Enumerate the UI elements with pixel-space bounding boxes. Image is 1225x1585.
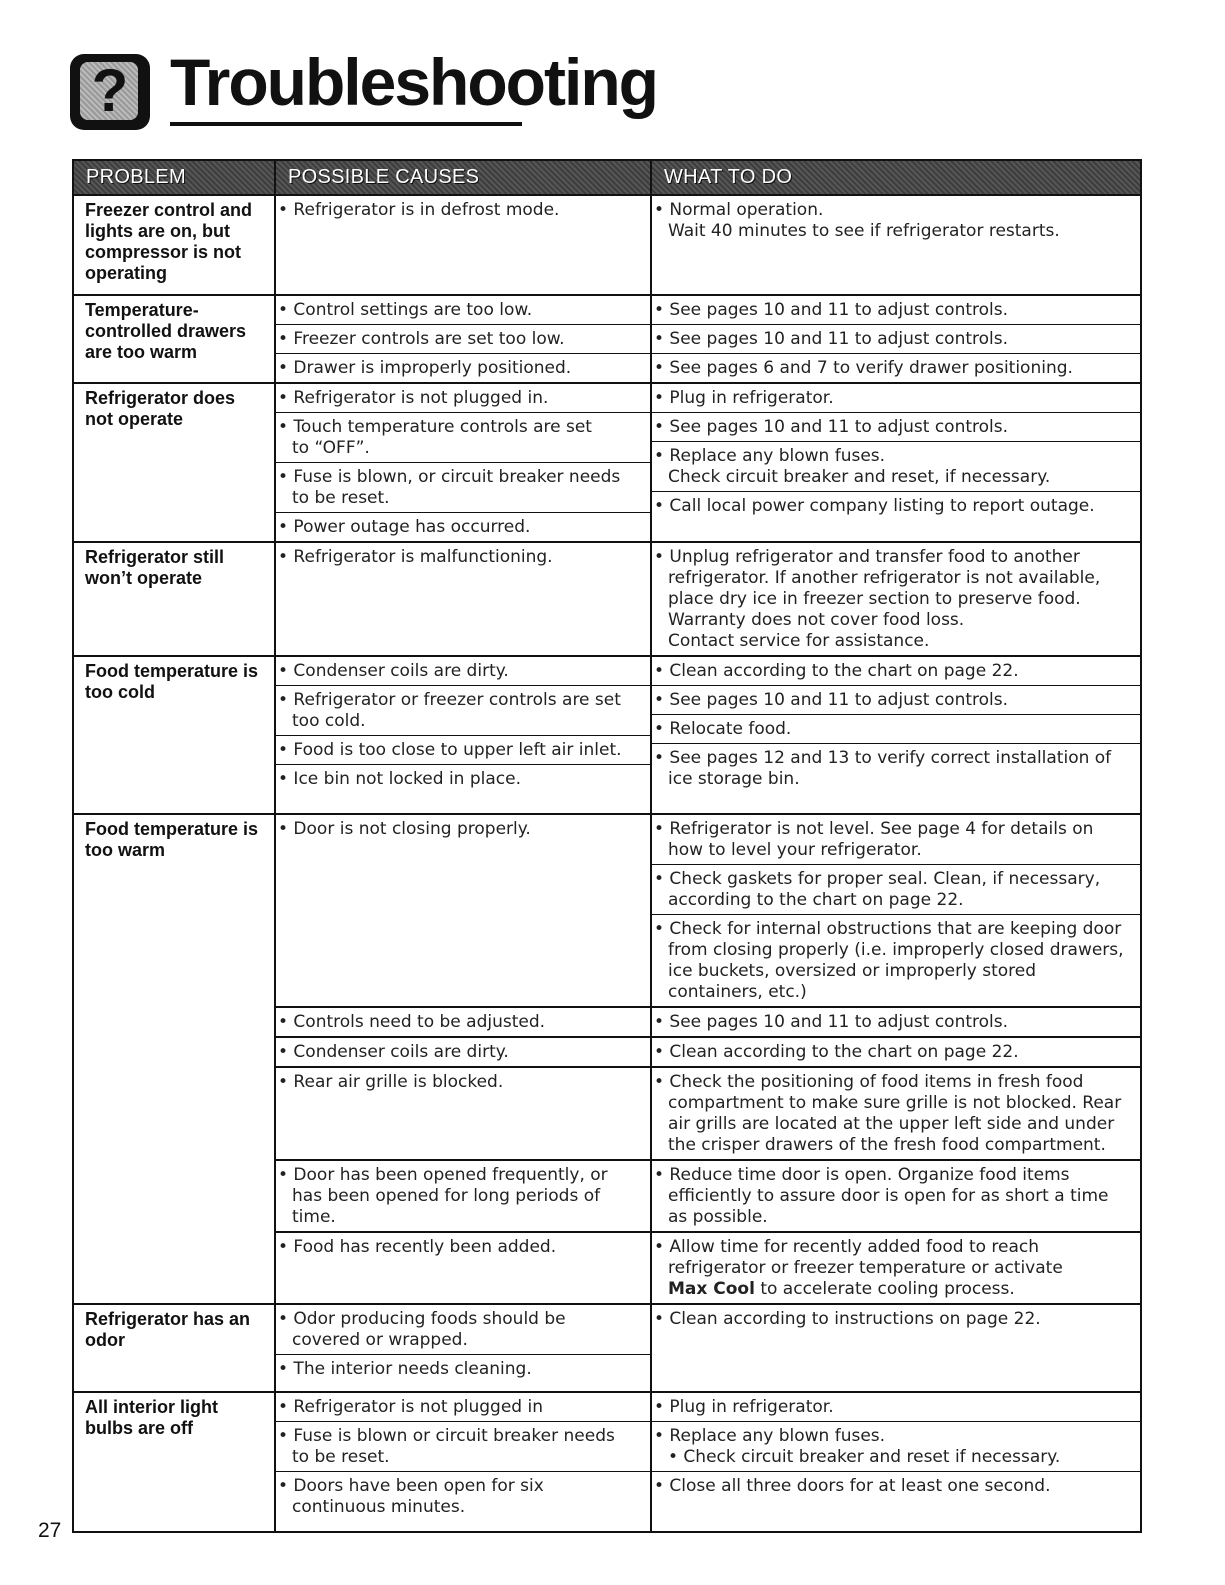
item-line: • Normal operation. xyxy=(654,200,824,220)
item-line: compartment to make sure grille is not blocked. Rear xyxy=(668,1093,1122,1113)
causes-list xyxy=(276,543,650,571)
cause-item xyxy=(276,463,650,513)
item-line: has been opened for long periods of xyxy=(292,1186,601,1206)
item-line: • Refrigerator is in defrost mode. xyxy=(278,200,560,220)
cause-item xyxy=(276,736,650,765)
item-line: covered or wrapped. xyxy=(292,1330,468,1350)
cause-item xyxy=(276,765,650,793)
causes-list xyxy=(276,657,650,793)
causes-list xyxy=(276,815,650,843)
item-line: place dry ice in freezer section to preserve food. xyxy=(668,589,1081,609)
problem-cell: Freezer control and lights are on, but compressor is not operating xyxy=(73,195,275,295)
item-line: • Controls need to be adjusted. xyxy=(278,1012,546,1032)
action-item xyxy=(652,1008,1140,1036)
cause-item xyxy=(276,513,650,541)
item-line: from closing properly (i.e. improperly closed drawers, xyxy=(668,940,1124,960)
actions-list xyxy=(652,1161,1140,1231)
question-glyph: ? xyxy=(91,57,129,124)
actions-cell xyxy=(651,1160,1141,1232)
item-line: • Check gaskets for proper seal. Clean, if necessary, xyxy=(654,869,1101,889)
item-line: as possible. xyxy=(668,1207,768,1227)
item-line: the crisper drawers of the fresh food compartment. xyxy=(668,1135,1106,1155)
table-header-row xyxy=(73,160,1141,195)
actions-cell xyxy=(651,656,1141,814)
actions-cell xyxy=(651,1304,1141,1392)
item-line: Check circuit breaker and reset, if necessary. xyxy=(668,467,1051,487)
actions-cell xyxy=(651,1232,1141,1304)
action-item xyxy=(652,296,1140,325)
problem-cell: Food temperature is too warm xyxy=(73,814,275,1304)
item-line: • Food is too close to upper left air inlet. xyxy=(278,740,622,760)
action-item xyxy=(652,442,1140,492)
action-item xyxy=(652,384,1140,413)
item-line-rest: to accelerate cooling process. xyxy=(754,1279,1015,1299)
item-line: • See pages 10 and 11 to adjust controls. xyxy=(654,329,1009,349)
action-item xyxy=(652,413,1140,442)
causes-cell xyxy=(275,656,651,814)
causes-list xyxy=(276,196,650,224)
item-line: • See pages 10 and 11 to adjust controls. xyxy=(654,417,1009,437)
cause-item xyxy=(276,657,650,686)
cause-item xyxy=(276,1068,650,1096)
cause-item xyxy=(276,384,650,413)
item-line: • Door is not closing properly. xyxy=(278,819,531,839)
actions-cell xyxy=(651,1037,1141,1067)
actions-cell xyxy=(651,814,1141,1007)
actions-list xyxy=(652,1305,1140,1333)
causes-list xyxy=(276,1161,650,1231)
item-line: • Condenser coils are dirty. xyxy=(278,1042,509,1062)
item-line: • Plug in refrigerator. xyxy=(654,388,834,408)
action-item xyxy=(652,815,1140,865)
causes-cell xyxy=(275,814,651,1007)
item-line: • Rear air grille is blocked. xyxy=(278,1072,504,1092)
actions-cell xyxy=(651,383,1141,542)
actions-list xyxy=(652,1008,1140,1036)
item-line: • Refrigerator is not level. See page 4 for details on xyxy=(654,819,1094,839)
item-line: • Power outage has occurred. xyxy=(278,517,531,537)
problem-cell: Temperature-controlled drawers are too warm xyxy=(73,295,275,383)
action-item xyxy=(652,1161,1140,1231)
item-line: too cold. xyxy=(292,711,366,731)
table-row xyxy=(73,1304,1141,1392)
cause-item xyxy=(276,1233,650,1261)
cause-item xyxy=(276,413,650,463)
action-item xyxy=(652,657,1140,686)
item-line: ice storage bin. xyxy=(668,769,800,789)
item-line: • See pages 10 and 11 to adjust controls. xyxy=(654,300,1009,320)
item-line: ice buckets, oversized or improperly stored xyxy=(668,961,1037,981)
table-row xyxy=(73,656,1141,814)
problem-cell: All interior light bulbs are off xyxy=(73,1392,275,1532)
cause-item xyxy=(276,815,650,843)
actions-list xyxy=(652,296,1140,382)
action-item xyxy=(652,1038,1140,1066)
actions-list xyxy=(652,1068,1140,1159)
cause-item xyxy=(276,1393,650,1422)
causes-cell xyxy=(275,383,651,542)
causes-list xyxy=(276,1233,650,1261)
column-header-problem: PROBLEM xyxy=(73,160,275,195)
item-line: to “OFF”. xyxy=(292,438,370,458)
item-line: • Drawer is improperly positioned. xyxy=(278,358,572,378)
item-line xyxy=(668,1279,1130,1300)
table-body xyxy=(73,195,1141,1532)
actions-list xyxy=(652,1038,1140,1066)
column-header-what-to-do: WHAT TO DO xyxy=(651,160,1141,195)
item-line: • Control settings are too low. xyxy=(278,300,533,320)
item-line: how to level your refrigerator. xyxy=(668,840,922,860)
action-item xyxy=(652,325,1140,354)
causes-cell xyxy=(275,1392,651,1532)
cause-item xyxy=(276,1161,650,1231)
item-line: • Clean according to the chart on page 22. xyxy=(654,661,1019,681)
item-line: • Refrigerator is malfunctioning. xyxy=(278,547,553,567)
action-item xyxy=(652,1472,1140,1500)
table-row xyxy=(73,383,1141,542)
actions-cell xyxy=(651,542,1141,656)
cause-item xyxy=(276,325,650,354)
action-item xyxy=(652,744,1140,793)
item-line: • Fuse is blown or circuit breaker needs xyxy=(278,1426,615,1446)
item-line: efficiently to assure door is open for as short a time xyxy=(668,1186,1109,1206)
problem-cell: Food temperature is too cold xyxy=(73,656,275,814)
item-line: • Fuse is blown, or circuit breaker needs xyxy=(278,467,621,487)
actions-cell xyxy=(651,1392,1141,1532)
cause-item xyxy=(276,1038,650,1066)
item-line: • Allow time for recently added food to reach xyxy=(654,1237,1040,1257)
item-line: Contact service for assistance. xyxy=(668,631,930,651)
causes-list xyxy=(276,384,650,541)
item-line: • Clean according to the chart on page 22. xyxy=(654,1042,1019,1062)
item-line: air grills are located at the upper left side and under xyxy=(668,1114,1115,1134)
action-item xyxy=(652,915,1140,1006)
item-line: • Condenser coils are dirty. xyxy=(278,661,509,681)
item-line: to be reset. xyxy=(292,488,390,508)
item-line: • Check the positioning of food items in fresh food xyxy=(654,1072,1084,1092)
causes-cell xyxy=(275,1067,651,1160)
column-header-possible-causes: POSSIBLE CAUSES xyxy=(275,160,651,195)
actions-list xyxy=(652,1233,1140,1303)
item-line: • Odor producing foods should be xyxy=(278,1309,566,1329)
page-title: Troubleshooting xyxy=(170,45,657,119)
item-line: • Touch temperature controls are set xyxy=(278,417,592,437)
action-item xyxy=(652,492,1140,520)
actions-cell xyxy=(651,1007,1141,1037)
item-line: • Replace any blown fuses. xyxy=(654,446,886,466)
cause-item xyxy=(276,354,650,382)
item-line: • Check circuit breaker and reset if necessary. xyxy=(668,1447,1061,1467)
item-line: Warranty does not cover food loss. xyxy=(668,610,965,630)
cause-item xyxy=(276,686,650,736)
problem-cell: Refrigerator has an odor xyxy=(73,1304,275,1392)
action-item xyxy=(652,1233,1140,1303)
causes-list xyxy=(276,1038,650,1066)
actions-list xyxy=(652,657,1140,793)
item-line: • Plug in refrigerator. xyxy=(654,1397,834,1417)
action-item xyxy=(652,1422,1140,1472)
item-line: • Replace any blown fuses. xyxy=(654,1426,886,1446)
causes-list xyxy=(276,1008,650,1036)
item-line: • Door has been opened frequently, or xyxy=(278,1165,608,1185)
item-line: • Refrigerator or freezer controls are set xyxy=(278,690,621,710)
max-cool-label: Max Cool xyxy=(668,1279,755,1299)
item-line: according to the chart on page 22. xyxy=(668,890,964,910)
causes-cell xyxy=(275,295,651,383)
item-line: • See pages 6 and 7 to verify drawer positioning. xyxy=(654,358,1073,378)
cause-item xyxy=(276,1355,650,1383)
causes-cell xyxy=(275,1037,651,1067)
cause-item xyxy=(276,1008,650,1036)
problem-cell: Refrigerator still won’t operate xyxy=(73,542,275,656)
item-line: • See pages 12 and 13 to verify correct installation of xyxy=(654,748,1112,768)
causes-list xyxy=(276,1393,650,1521)
item-line: containers, etc.) xyxy=(668,982,807,1002)
causes-cell xyxy=(275,1160,651,1232)
item-line: • See pages 10 and 11 to adjust controls. xyxy=(654,690,1009,710)
cause-item xyxy=(276,196,650,224)
cause-item xyxy=(276,1305,650,1355)
actions-list xyxy=(652,815,1140,1006)
action-item xyxy=(652,1305,1140,1333)
cause-item xyxy=(276,296,650,325)
actions-list xyxy=(652,1393,1140,1500)
item-line: time. xyxy=(292,1207,336,1227)
item-line: • Refrigerator is not plugged in. xyxy=(278,388,549,408)
table-row xyxy=(73,542,1141,656)
page-number: 27 xyxy=(38,1519,62,1542)
actions-cell xyxy=(651,295,1141,383)
actions-list xyxy=(652,196,1140,245)
item-line: • Unplug refrigerator and transfer food to another xyxy=(654,547,1080,567)
actions-list xyxy=(652,384,1140,520)
title-underline xyxy=(170,122,522,126)
table-row xyxy=(73,295,1141,383)
item-line: • See pages 10 and 11 to adjust controls. xyxy=(654,1012,1009,1032)
cause-item xyxy=(276,1472,650,1521)
item-line: Wait 40 minutes to see if refrigerator restarts. xyxy=(668,221,1060,241)
item-line: refrigerator or freezer temperature or activate xyxy=(668,1258,1063,1278)
item-line: continuous minutes. xyxy=(292,1497,466,1517)
causes-list xyxy=(276,296,650,382)
causes-list xyxy=(276,1305,650,1383)
item-line: • Reduce time door is open. Organize food items xyxy=(654,1165,1070,1185)
causes-cell xyxy=(275,542,651,656)
cause-item xyxy=(276,1422,650,1472)
action-item xyxy=(652,543,1140,655)
action-item xyxy=(652,865,1140,915)
item-line: • Ice bin not locked in place. xyxy=(278,769,521,789)
item-line: • The interior needs cleaning. xyxy=(278,1359,532,1379)
item-line: • Check for internal obstructions that are keeping door xyxy=(654,919,1122,939)
cause-item xyxy=(276,543,650,571)
table-row xyxy=(73,814,1141,1007)
actions-cell xyxy=(651,1067,1141,1160)
causes-cell xyxy=(275,1304,651,1392)
action-item xyxy=(652,686,1140,715)
item-line: • Close all three doors for at least one second. xyxy=(654,1476,1051,1496)
causes-list xyxy=(276,1068,650,1096)
causes-cell xyxy=(275,1007,651,1037)
actions-cell xyxy=(651,195,1141,295)
actions-list xyxy=(652,543,1140,655)
table-row xyxy=(73,1392,1141,1532)
action-item xyxy=(652,1393,1140,1422)
item-line: • Freezer controls are set too low. xyxy=(278,329,565,349)
problem-cell: Refrigerator does not operate xyxy=(73,383,275,542)
item-line: • Relocate food. xyxy=(654,719,792,739)
action-item xyxy=(652,354,1140,382)
question-mark-icon xyxy=(70,54,150,130)
causes-cell xyxy=(275,1232,651,1304)
item-line: • Doors have been open for six xyxy=(278,1476,544,1496)
troubleshooting-table xyxy=(72,159,1142,1533)
table-row xyxy=(73,195,1141,295)
item-line: • Refrigerator is not plugged in xyxy=(278,1397,544,1417)
action-item xyxy=(652,196,1140,245)
item-line: • Clean according to instructions on page 22. xyxy=(654,1309,1041,1329)
causes-cell xyxy=(275,195,651,295)
action-item xyxy=(652,715,1140,744)
item-line: refrigerator. If another refrigerator is not available, xyxy=(668,568,1101,588)
item-line: to be reset. xyxy=(292,1447,390,1467)
item-line: • Food has recently been added. xyxy=(278,1237,557,1257)
item-line: • Call local power company listing to report outage. xyxy=(654,496,1095,516)
action-item xyxy=(652,1068,1140,1159)
